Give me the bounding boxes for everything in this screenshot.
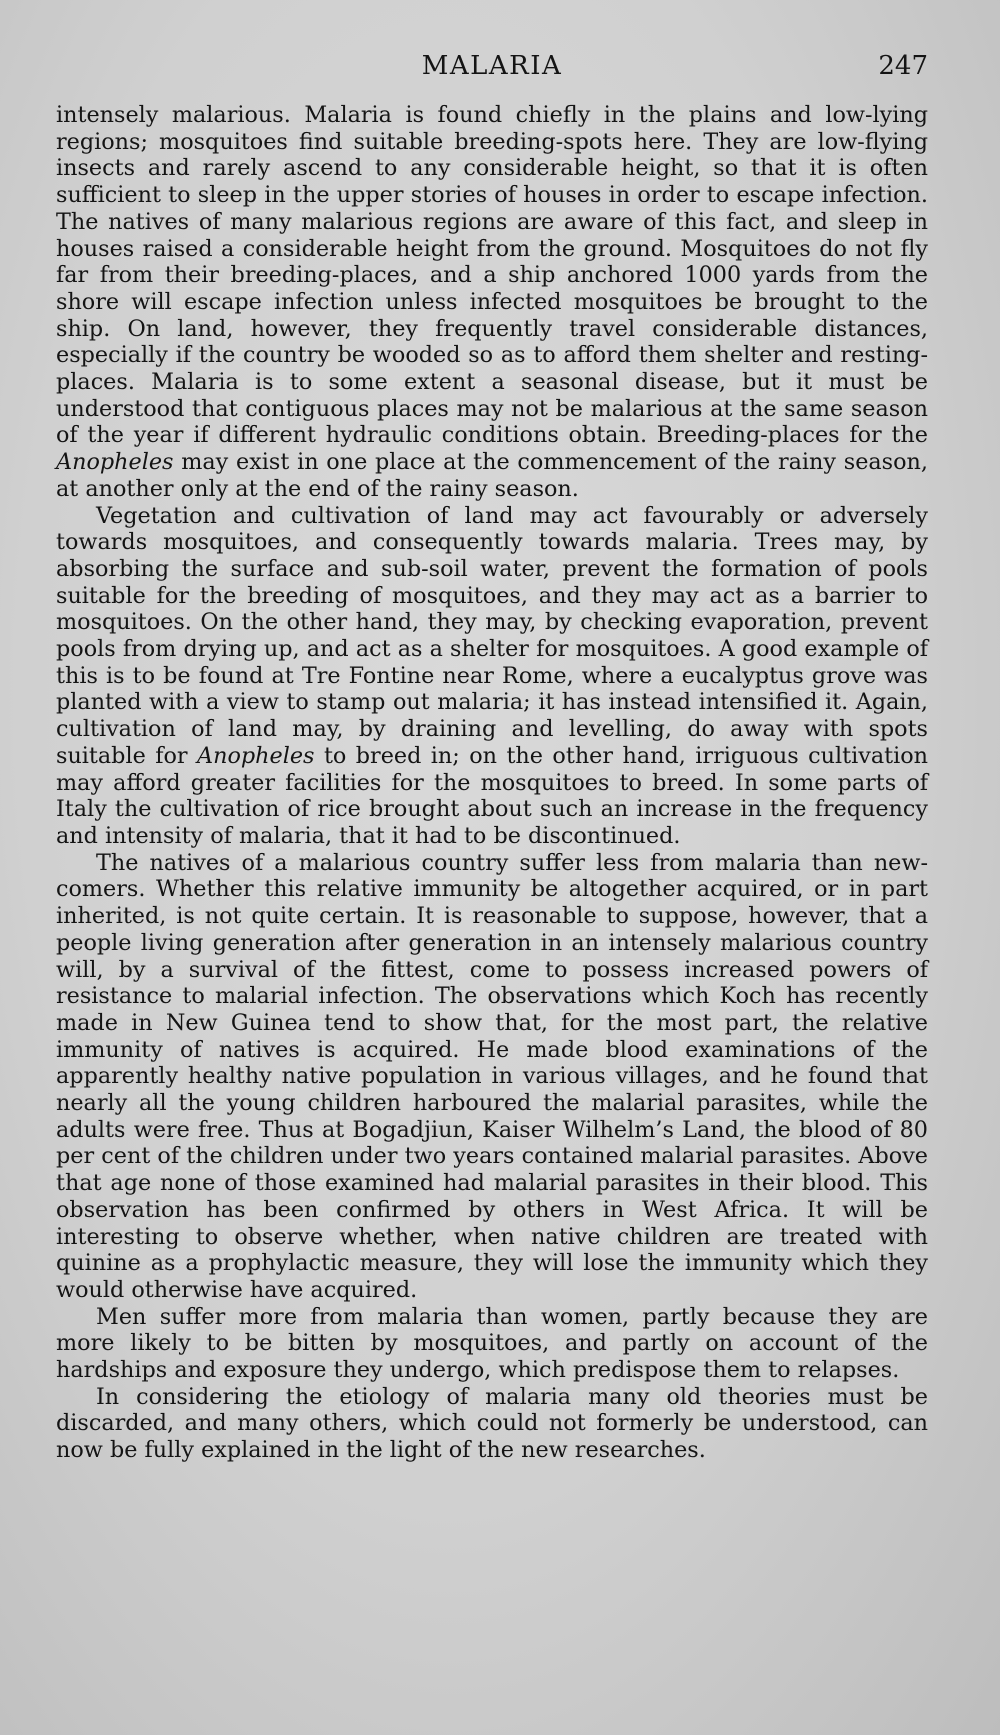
paragraph-text: may exist in one place at the commencement of the rainy season, at another only at the end of the rainy season. bbox=[56, 449, 928, 502]
italic-term: Anopheles bbox=[56, 449, 174, 476]
paragraph-5 bbox=[56, 1384, 928, 1464]
page-header bbox=[56, 46, 928, 86]
italic-term: Anopheles bbox=[197, 742, 315, 769]
paragraph-text: to breed in; on the other hand, irriguous cultivation may afford greater facilities for the mosquitoes to breed. In some parts of Italy the cultivation of rice brought about such an increase in the frequency and intensity of malaria, that it had to be discontinued. bbox=[56, 742, 928, 849]
running-title: MALARIA bbox=[421, 51, 563, 81]
paragraph-text: intensely malarious. Malaria is found chiefly in the plains and low-lying regions; mosquitoes find suitable breeding-spots here. They are low-flying insects and rarely ascend to any considerable height, so that it is often sufficient to sleep in the upper stories of houses in order to escape infection. The natives of many malarious regions are aware of this fact, and sleep in houses raised a considerable height from the ground. Mosquitoes do not fly far from their breeding-places, and a ship anchored 1000 yards from the shore will escape infection unless infected mosquitoes be brought to the ship. On land, however, they frequently travel considerable distances, especially if the country be wooded so as to afford them shelter and resting-places. Malaria is to some extent a seasonal disease, but it must be understood that contiguous places may not be malarious at the same season of the year if different hydraulic conditions obtain. Breeding-places for the bbox=[56, 102, 928, 449]
paragraph-3 bbox=[56, 850, 928, 1304]
paragraph-text: Vegetation and cultivation of land may act favourably or adversely towards mosquitoes, and consequently towards malaria. Trees may, by absorbing the surface and sub-soil water, prevent the formation of pools suitable for the breeding of mosquitoes, and they may act as a barrier to mosquitoes. On the other hand, they may, by checking evaporation, prevent pools from drying up, and act as a shelter for mosquitoes. A good example of this is to be found at Tre Fontine near Rome, where a eucalyptus grove was planted with a view to stamp out malaria; it has instead intensified it. Again, cultivation of land may, by draining and levelling, do away with spots suitable for bbox=[56, 502, 928, 769]
paragraph-text: The natives of a malarious country suffer less from malaria than new-comers. Whether this relative immunity be altogether acquired, or in part inherited, is not quite certain. It is reasonable to suppose, however, that a people living generation after generation in an intensely malarious country will, by a survival of the fittest, come to possess increased powers of resistance to malarial infection. The observations which Koch has recently made in New Guinea tend to show that, for the most part, the relative immunity of natives is acquired. He made blood examinations of the apparently healthy native population in various villages, and he found that nearly all the young children harboured the malarial parasites, while the adults were free. Thus at Bogadjiun, Kaiser Wilhelm’s Land, the blood of 80 per cent of the children under two years contained malarial parasites. Above that age none of those examined had malarial parasites in their blood. This observation has been confirmed by others in West Africa. It will be interesting to observe whether, when native children are treated with quinine as a prophylactic measure, they will lose the immunity which they would otherwise have acquired. bbox=[56, 849, 928, 1303]
paragraph-4 bbox=[56, 1304, 928, 1384]
paragraph-1 bbox=[56, 102, 928, 503]
page-number: 247 bbox=[878, 51, 928, 81]
paragraph-text: Men suffer more from malaria than women, partly because they are more likely to be bitten by mosquitoes, and partly on account of the hardships and exposure they undergo, which predispose them to relapses. bbox=[56, 1303, 928, 1384]
body-text bbox=[56, 102, 928, 1464]
paragraph-text: In considering the etiology of malaria many old theories must be discarded, and many others, which could not formerly be understood, can now be fully explained in the light of the new researches. bbox=[56, 1383, 928, 1464]
paragraph-2 bbox=[56, 503, 928, 850]
